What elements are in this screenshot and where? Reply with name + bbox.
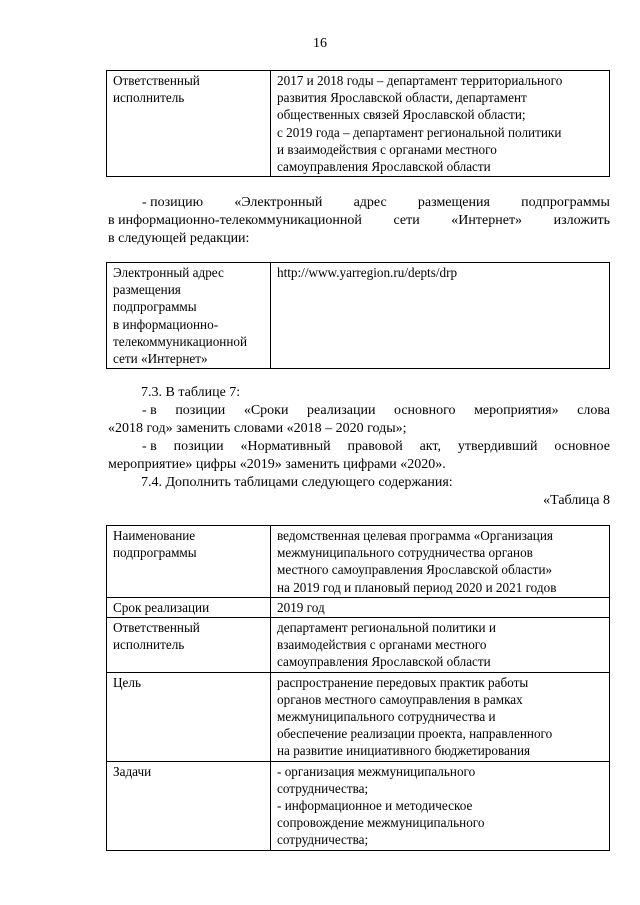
word: «Интернет» xyxy=(451,213,523,228)
paragraph-line: «2018 год» заменить словами «2018 – 2020 годы»; xyxy=(108,421,407,436)
value-line: департамент региональной политики и xyxy=(277,620,496,636)
label-line: Задачи xyxy=(113,763,152,779)
word: сети xyxy=(393,213,420,228)
label-line: исполнитель xyxy=(113,90,185,106)
table-row xyxy=(107,526,610,598)
value-line: сотрудничества; xyxy=(277,780,369,796)
position-paragraph xyxy=(108,194,610,248)
section-heading: 7.4. Дополнить таблицами следующего содержания: xyxy=(141,475,453,490)
label-line: подпрограммы xyxy=(113,545,197,561)
value-line: - информационное и методическое xyxy=(277,798,473,814)
address-table xyxy=(106,262,610,369)
table-label-cell xyxy=(107,672,271,761)
table-value-cell xyxy=(271,526,610,598)
word: размещения xyxy=(417,195,490,210)
word: изложить xyxy=(553,213,610,228)
value-line: сотрудничества; xyxy=(277,832,369,848)
value-line: местного самоуправления Ярославской области» xyxy=(277,562,553,578)
word: слова xyxy=(577,403,610,418)
value-line: 2017 и 2018 годы – департамент территориального xyxy=(277,73,563,88)
label-line: Цель xyxy=(113,674,141,690)
label-line: Ответственный xyxy=(113,620,200,636)
value-line: 2019 год xyxy=(277,599,325,615)
table-value-cell xyxy=(271,597,610,617)
table-row xyxy=(107,597,610,617)
word: основного xyxy=(393,403,456,418)
word: позиции xyxy=(173,439,224,454)
table-label-cell xyxy=(107,526,271,598)
table-label-cell xyxy=(107,618,271,673)
label-line: подпрограммы xyxy=(113,299,197,315)
word: адрес xyxy=(353,195,387,210)
label-line: Электронный адрес xyxy=(113,265,224,280)
table-value-cell xyxy=(271,71,610,177)
value-line: на развитие инициативного бюджетирования xyxy=(277,743,531,759)
value-line: с 2019 года – департамент региональной политики xyxy=(277,124,562,140)
value-line: - организация межмуниципального xyxy=(277,763,476,779)
table-row xyxy=(107,263,610,369)
table-row xyxy=(107,672,610,761)
word: позиции xyxy=(175,403,226,418)
table-value-cell xyxy=(271,672,610,761)
table-label-cell xyxy=(107,71,271,177)
label-line: телекоммуникационной xyxy=(113,333,248,349)
value-line: взаимодействия с органами местного xyxy=(277,637,487,653)
table-caption: «Таблица 8 xyxy=(543,493,610,508)
table-value-cell xyxy=(271,761,610,850)
word: «Электронный xyxy=(234,195,323,210)
value-line: самоуправления Ярославской области xyxy=(277,159,491,175)
label-line: Наименование xyxy=(113,528,196,543)
label-line: сети «Интернет» xyxy=(113,351,208,367)
section-7-4 xyxy=(108,474,610,510)
value-line: межмуниципального сотрудничества и xyxy=(277,709,496,725)
table-value-cell xyxy=(271,263,610,369)
paragraph-line xyxy=(108,402,610,420)
word: реализации xyxy=(307,403,376,418)
word: правовой xyxy=(347,439,403,454)
word: «Сроки xyxy=(243,403,289,418)
value-line: сопровождение межмуниципального xyxy=(277,815,485,831)
value-line: ведомственная целевая программа «Организация xyxy=(277,528,553,543)
value-line: обеспечение реализации проекта, направленного xyxy=(277,726,553,742)
paragraph-line xyxy=(108,212,610,230)
word: основное xyxy=(554,439,610,454)
paragraph-line: мероприятие» цифры «2019» заменить цифрами «2020». xyxy=(108,457,446,472)
value-line: самоуправления Ярославской области xyxy=(277,654,491,670)
paragraph-line xyxy=(108,194,610,212)
website-url: http://www.yarregion.ru/depts/drp xyxy=(277,265,458,280)
label-line: Срок реализации xyxy=(113,599,210,615)
word: - в xyxy=(142,439,157,454)
page-number: 16 xyxy=(313,36,327,51)
table-row xyxy=(107,71,610,177)
table-value-cell xyxy=(271,618,610,673)
label-line: размещения xyxy=(113,282,181,298)
word: «Нормативный xyxy=(240,439,331,454)
word: - позицию xyxy=(142,195,204,210)
paragraph-line xyxy=(108,438,610,456)
word: акт, xyxy=(419,439,441,454)
table-label-cell xyxy=(107,761,271,850)
table-label-cell xyxy=(107,597,271,617)
responsible-executor-table xyxy=(106,70,610,177)
word: - в xyxy=(142,403,157,418)
table-8 xyxy=(106,525,610,851)
word: утвердивший xyxy=(457,439,538,454)
table-label-cell xyxy=(107,263,271,369)
section-7-3 xyxy=(108,384,610,474)
value-line: и взаимодействия с органами местного xyxy=(277,141,497,157)
word: подпрограммы xyxy=(521,195,610,210)
label-line: исполнитель xyxy=(113,637,185,653)
word: мероприятия» xyxy=(474,403,559,418)
section-heading: 7.3. В таблице 7: xyxy=(141,385,241,400)
value-line: органов местного самоуправления в рамках xyxy=(277,691,523,707)
table-row xyxy=(107,761,610,850)
table-row xyxy=(107,618,610,673)
paragraph-line: в следующей редакции: xyxy=(108,231,250,246)
label-line: Ответственный xyxy=(113,73,200,88)
value-line: общественных связей Ярославской области; xyxy=(277,107,526,123)
value-line: на 2019 год и плановый период 2020 и 2021 годов xyxy=(277,579,557,595)
label-line: в информационно- xyxy=(113,316,219,332)
value-line: развития Ярославской области, департамент xyxy=(277,90,527,106)
value-line: распространение передовых практик работы xyxy=(277,674,529,690)
value-line: межмуниципального сотрудничества органов xyxy=(277,545,533,561)
word: в информационно-телекоммуникационной xyxy=(108,213,362,228)
